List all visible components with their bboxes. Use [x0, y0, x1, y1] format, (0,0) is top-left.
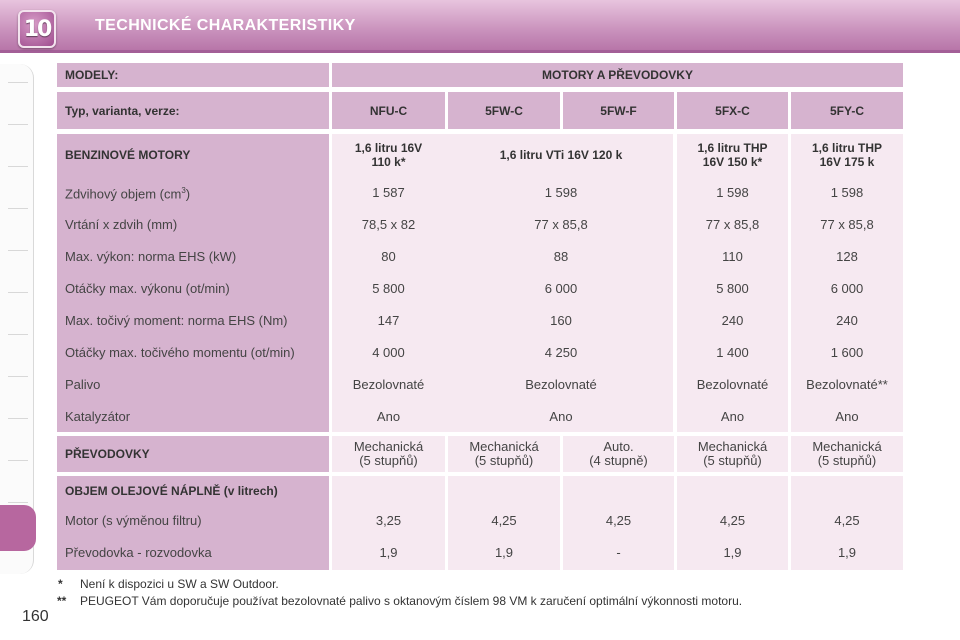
- spec-value: 80: [381, 249, 396, 264]
- oil-value: 3,25: [375, 513, 402, 528]
- gearbox-label: PŘEVODOVKY: [57, 436, 329, 472]
- spec-value: Bezolovnaté**: [806, 377, 888, 392]
- spec-value: Bezolovnaté: [352, 377, 425, 392]
- gearbox-value: Mechanická (5 stupňů): [812, 439, 882, 468]
- spec-value: Bezolovnaté: [525, 377, 597, 392]
- models-header: MODELY:: [57, 63, 329, 87]
- oil-value: 4,25: [605, 513, 632, 528]
- spec-label: Max. výkon: norma EHS (kW): [65, 249, 237, 264]
- spec-value: Bezolovnaté: [696, 377, 769, 392]
- spec-value: 77 x 85,8: [534, 217, 588, 232]
- spec-value: 160: [550, 313, 572, 328]
- spec-value: 240: [836, 313, 858, 328]
- spec-value: 1 598: [716, 185, 749, 200]
- oil-value: 1,9: [837, 545, 857, 560]
- spec-value: 1 587: [372, 185, 405, 200]
- spec-value: 1 400: [716, 345, 749, 360]
- spec-value: 88: [553, 249, 569, 264]
- engine-name: 1,6 litru THP 16V 150 k*: [697, 141, 768, 169]
- oil-label: Motor (s výměnou filtru): [65, 513, 202, 528]
- spec-label: Katalyzátor: [65, 409, 131, 424]
- petrol-engines-heading: BENZINOVÉ MOTORY: [65, 148, 191, 162]
- spec-value: 6 000: [830, 281, 864, 296]
- oil-value: 1,9: [494, 545, 514, 560]
- engine-name: 1,6 litru 16V 110 k*: [354, 141, 423, 169]
- engine-name: 1,6 litru THP 16V 175 k: [811, 141, 882, 169]
- spec-value: 6 000: [544, 281, 578, 296]
- spec-label: Zdvihový objem $(cm^3)$: [65, 186, 191, 202]
- footnote-text: PEUGEOT Vám doporučuje používat bezolovnaté palivo s oktanovým číslem 98 VM k zaručení optimální výkonnosti motoru.: [80, 594, 743, 608]
- spec-value: 240: [721, 313, 744, 328]
- spec-value: Ano: [720, 409, 745, 424]
- spec-label: Vrtání x zdvih (mm): [65, 217, 178, 232]
- gearbox-value: Mechanická (5 stupňů): [353, 439, 424, 468]
- oil-value: 4,25: [491, 513, 517, 528]
- spec-label: Max. točivý moment: norma EHS (Nm): [65, 313, 288, 328]
- oil-value: 4,25: [834, 513, 860, 528]
- spec-value: 77 x 85,8: [705, 217, 760, 232]
- type-code: 5FW-F: [563, 92, 674, 129]
- spec-value: 1 598: [544, 185, 578, 200]
- footnote-text: Není k dispozici u SW a SW Outdoor.: [80, 577, 279, 591]
- type-code: NFU-C: [332, 92, 445, 129]
- spec-value: Ano: [376, 409, 401, 424]
- spec-value: 4 250: [544, 345, 578, 360]
- type-code: 5FY-C: [791, 92, 903, 129]
- spec-value: 78,5 x 82: [361, 217, 416, 232]
- spec-value: 5 800: [372, 281, 405, 296]
- spec-value: 1 598: [830, 185, 864, 200]
- spec-value: 1 600: [830, 345, 864, 360]
- type-code: 5FW-C: [448, 92, 560, 129]
- spec-value: Ano: [549, 409, 573, 424]
- chapter-number: 10: [23, 16, 51, 42]
- page-number: 160: [22, 608, 49, 625]
- spec-value: 4 000: [372, 345, 405, 360]
- spec-label: Palivo: [65, 377, 101, 392]
- spec-value: 5 800: [716, 281, 749, 296]
- type-header: Typ, varianta, verze:: [57, 92, 329, 129]
- motors-header: MOTORY A PŘEVODOVKY: [332, 63, 903, 87]
- spec-value: 147: [377, 313, 400, 328]
- oil-heading: OBJEM OLEJOVÉ NÁPLNĚ (v litrech): [65, 484, 278, 498]
- oil-value: 1,9: [723, 545, 742, 560]
- footnote-mark: *: [58, 577, 63, 591]
- footnote-mark: **: [57, 594, 67, 608]
- oil-value: 1,9: [379, 545, 398, 560]
- oil-label: Převodovka - rozvodovka: [65, 545, 212, 560]
- type-code: 5FX-C: [677, 92, 788, 129]
- oil-value: 4,25: [719, 513, 746, 528]
- gearbox-value: Mechanická (5 stupňů): [469, 439, 539, 468]
- engine-name: 1,6 litru VTi 16V 120 k: [499, 148, 623, 162]
- oil-value: -: [616, 545, 621, 560]
- gearbox-value: Auto. (4 stupně): [589, 439, 648, 468]
- spec-value: Ano: [835, 409, 859, 424]
- page-title: TECHNICKÉ CHARAKTERISTIKY: [95, 17, 356, 34]
- gearbox-value: Mechanická (5 stupňů): [697, 439, 768, 468]
- spec-value: 128: [836, 249, 858, 264]
- spec-value: 77 x 85,8: [820, 217, 874, 232]
- spec-label: Otáčky max. výkonu (ot/min): [65, 281, 230, 296]
- spec-value: 110: [722, 249, 743, 264]
- spec-label: Otáčky max. točivého momentu (ot/min): [65, 345, 295, 360]
